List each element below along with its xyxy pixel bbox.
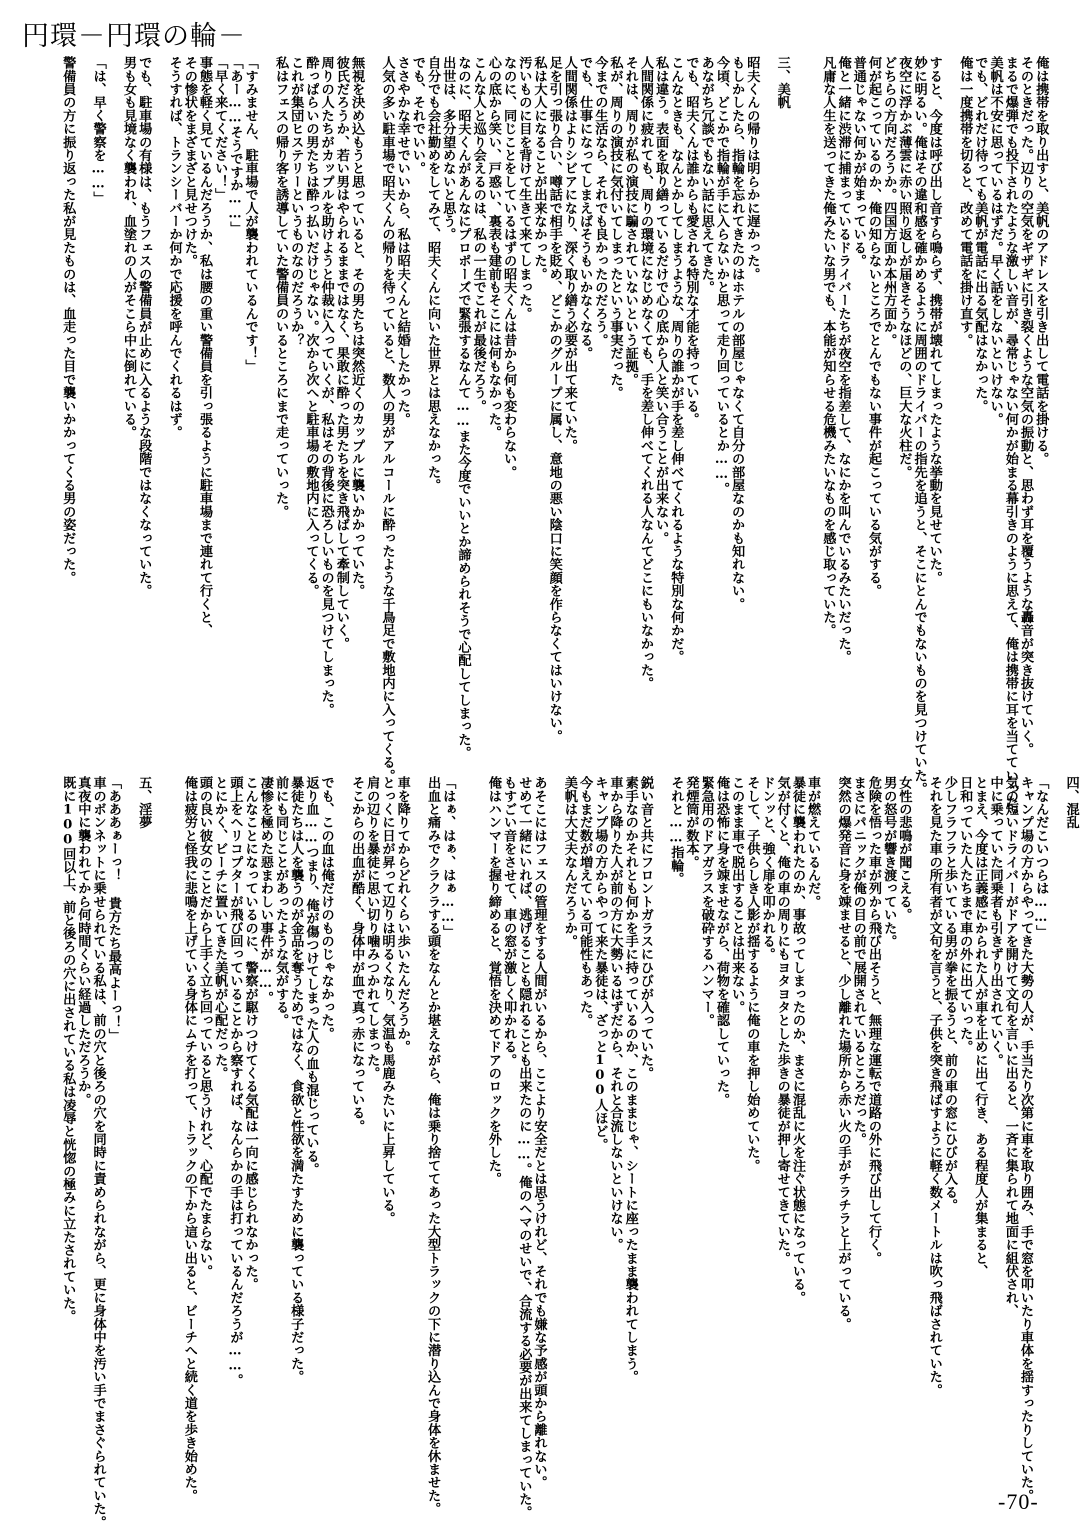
- page-title: 円環－円環の輪－: [22, 21, 246, 52]
- vertical-text-lower: 四、混乱 「なんだこいつらは……」 キャンプ場の方からやってきた大勢の人が、手当たり次第に車を取り囲み、手で窓を叩いたり車体を揺すったりしていた。 気の短いドライバーがドアを開けて文句を言いに出ると、一斉に集られて地面に組伏され、 中に乗っていた同乗者も引きずり出されていく。 とまえ、今度は正義感にかられた人が車を止めに出て行き、ある程度人が集まると、 日和っていた人たちまで車の外に出ていった。 少しフラフラと歩いている男が拳を振るうと、前の車の窓にひびが入る。 それを見た車の所有者が文句を言うと、子供を突き飛ばすように軽く数メートルは吹っ飛ばされていた。 女性の悲鳴が聞こえる。 男の怒号が響き渡っていた。 危険を悟った車が列から飛び出そうと、無理な運転で道路の外に飛び出して行く。 まさにパニックが俺の目の前で展開されているところだった。 突然の爆発音に身を竦ませると、少し離れた場所から赤い火の手がチラチラと上がっている。 車が燃えているんだ。 暴徒に襲われたのか、事故ってしまったのか、まさに混乱に火を注ぐ状態になっている。 気が付くと、俺の車の周りにもヨタヨタとした歩きの暴徒が押し寄せてきていた。 ドンッと、強く扉を叩かれる。 そして、子供らしき人影が揺するように俺の車を押し始めていた。 このまま車で脱出することは出来ない。 俺は恐怖に身を竦ませながら、荷物を確認していった。 緊急用のドアガラスを破砕するハンマー。 発煙筒が数本。 それと……指輪。 鋭い音と共にフロントガラスにひびが入っていた。 素手なのかそれとも何かを手に持っているのか、このままじゃ、シートに座ったまま襲われてしまう。 車から降りた人が前の方に大勢いるはずだから、それと合流しないといけない。 キャンプ場の方からやって来た暴徒は、ざっと100人ほど。 今もまだ数が増えている可能性もあった。 美帆は大丈夫なんだろうか。 あそこにはフェスの管理をする人間がいるから、ここより安全だとは思うけれど、それでも嫌な予感が頭から離れない。 せめて一緒にいれば、逃げることも隠れることも出来たのに……。俺のヘマのせいで、合流する必要が出来てしまっていた。 もすごい音をさせて、車の窓が激しく叩かれる。 俺はハンマーを握り締めると、覚悟を決めてドアのロックを外した。 「はぁ、はぁ、はぁ……」 出血と痛みでクラクラする頭をなんとか堪えながら、俺は乗り捨ててあった大型トラックの下に潜り込んで身体を休ませた。 車を降りてからどれくらい歩いたんだろうか。 とっくに日が昇って辺りは明るくなり、気温も馬鹿みたいに上昇している。 肩の辺りを暴徒に思い切り噛みつかれてしまった。 そこからの出血が酷く、身体中が血で真っ赤になっている。 でも、この血は俺だけのものじゃなかった。 返り血……つまり、俺が傷つけてしまった人の血も混じっている。 暴徒たちは人を襲うのが金品を奪うためではなく、食欲と性欲を満たすために襲っている様子だった。 前にも同じことがあったような気がする。 凄惨を極めた惡まわしい事件が……。 こんなことになっているのに、警察が駆けつけてくる気配は一向に感じられなかった。 頭上をヘリコプターが飛び回っていることから察すれば、なんらかの手は打っているんだろうが……。 とにかく、ビーチに置いてきた美帆が心配だった。 頭の良い彼女のことだから上手く立ち回っていると思うけれど、心配でたまらない。 俺は疲労と怪我に悲鳴を上げている身体にムチを打って、トラックの下から這い出ると、ビーチへと続く道を歩き始めた。 五、淫夢 「あああぁーっ！ 貴方たち最高よーっ！」 車のボンネットに乗せられている私は、前の穴と後ろの穴を同時に責められながら、更に身体中を汚い手でまさぐられていた。 真夜中に襲われてから何時間くらい経過しただろうか。 既に100回以上、前と後ろの穴に出されている私は凌辱と恍惚の極みに立たされていた。: [60, 776, 1079, 1528]
- page-number: -70-: [998, 1489, 1039, 1514]
- text-block-upper: [60, 56, 1060, 822]
- vertical-text-upper: 俺は携帯を取り出すと、美帆のアドレスを引き出して電話を掛ける。 そのときだった。辺りの空気をギザギに引き裂くような空気の振動と、思わず耳を覆うような轟音が突き抜けていく。 まるで爆弾でも投下されたような激しい音が、尋常じゃない何かが始まる幕引きのように思えて、俺は携帯に耳を当てていった。 美帆は不安に思っているはずだ。早く話をしないといけない。 でも、どれだけ待っても美帆が電話に出る気配はなかった。 俺は一度携帯を切ると、改めて電話を掛け直す。 すると、今度は呼び出し音すら鳴らず、携帯が壊れてしまったような挙動を見せていた。 妙に明るい。俺はその違和感を確かめるように周囲のドライバーの指先を追うと、そこにとんでもないものを見つけていた。 夜空に浮かぶ薄雲に赤い照り返しが届きそうなほどの、巨大な火柱だ。 どちらの方向だろうか。四国方面か本州方面か。 何が起こっているのか、俺の知らないところでとんでもない事件が起こっている気がする。 普通じゃない何かが始まっている。 俺と一緒に渋滞に捕まっているドライバーたちが夜空を指差して、なにかを叫んでいるみたいだった。 凡庸な人生を送ってきた俺みたいな男でも、本能が知らせる危機みたいなものを感じ取っていた。 三、美帆 昭夫くんの帰りは明らかに遅かった。 もしかしたら、指輪を忘れてきたのはホテルの部屋じゃなくて自分の部屋なのかも知れない。 今頃、どこかで指輪が手に入らないかと思って走り回っているとか……。 あながち冗談でもない話に思えてきた。 でも、昭夫くんは誰からも愛される特別な才能を持っている。 こんなときも、なんとかしてしまうような、周りの誰かが手を差し伸べてくれるような特別な何かだ。 私は違う。表面を取り繕っているだけで心の底から人と笑い合うことが出来ない。 人間関係に疲れても、周りの環境になじめなくても、手を差し伸べてくれる人なんてどこにもいなかった。 それは、周りが私の演技に騙されていないという証拠。 私が、周りの演技に気付いてしまったという事実だった。 今までの生活なら、それでも良かったのだろう。 でも、仕事になってしまえばそうもいかなくなる。 人間関係はよりシビアになり、深く取り繕う必要が出て来ていた。 足を引っ張り合い、噂話で相手を貶め、どこかのグループに属し、意地の悪い陰口に笑顔を作らなくてはいけない。 私は大人になることが出来なかった。 汚いものに目を背けて生きて来てしまった。 なのに、同じことをしているはずの昭夫くんは昔から何も変わらない。 心の底から笑い、戸惑い、裏表も建前もそこには何もなかった。 こんな人と巡り会えるのは、私の一生でこれが最後だろう。 なのに、昭夫くんがあんなにプロポーズで緊張するなんて……また今度でいいとか諦められそうで心配してしまった。 出世は、多分望めないと思う。 自分でも会社勤めをしてみて、昭夫くんに向いた世界とは思えなかった。 でも、それでいい。 ささやかな幸せでいいから、私は昭夫くんと結婚したかった。 人気の多い駐車場で昭夫くんの帰りを待っていると、数人の男がアルコールに酔ったような千鳥足で敷地内に入ってくる。 無視を決め込もうと思っていると、その男たちは突然近くのカップルに襲いかかっていた。 彼氏だろうか、若い男はやられるままではなく、果敢に酔った男たちを突き飛ばして牽制していく。 周りの人たちがカップルを助けようと仲裁に入っていくが、私はその背後に恐ろしいものを見つけてしまった。 酔っぱらいの男たちは酔っ払いだけじゃない。次から次へと駐車場の敷地内に入ってくる。 これが集団ヒステリーというものなのだろうか？ 私はフェスの帰り客を誘導していた警備員のいるところにまで走っていった。 「すみません、駐車場で人が襲われているんです！」 「あー……そうですか……」 「早く来てください！」 事態を軽く見ているんだろうか、私は腰の重い警備員を引っ張るように駐車場まで連れて行くと、 その惨状をまざまざと見せつけた。 そうすれば、トランシーバーか何かで応援を呼んでくれるはず。 でも、駐車場の有様は、もうフェスの警備員が止めに入るような段階ではなくなっていた。 男も女も見境なく襲われ、血塗れの人がそこら中に倒れている。 「は、早く警察を……」 警備員の方に振り返った私が見たものは、血走った目で襲いかかってくる男の姿だった。: [60, 56, 1049, 822]
